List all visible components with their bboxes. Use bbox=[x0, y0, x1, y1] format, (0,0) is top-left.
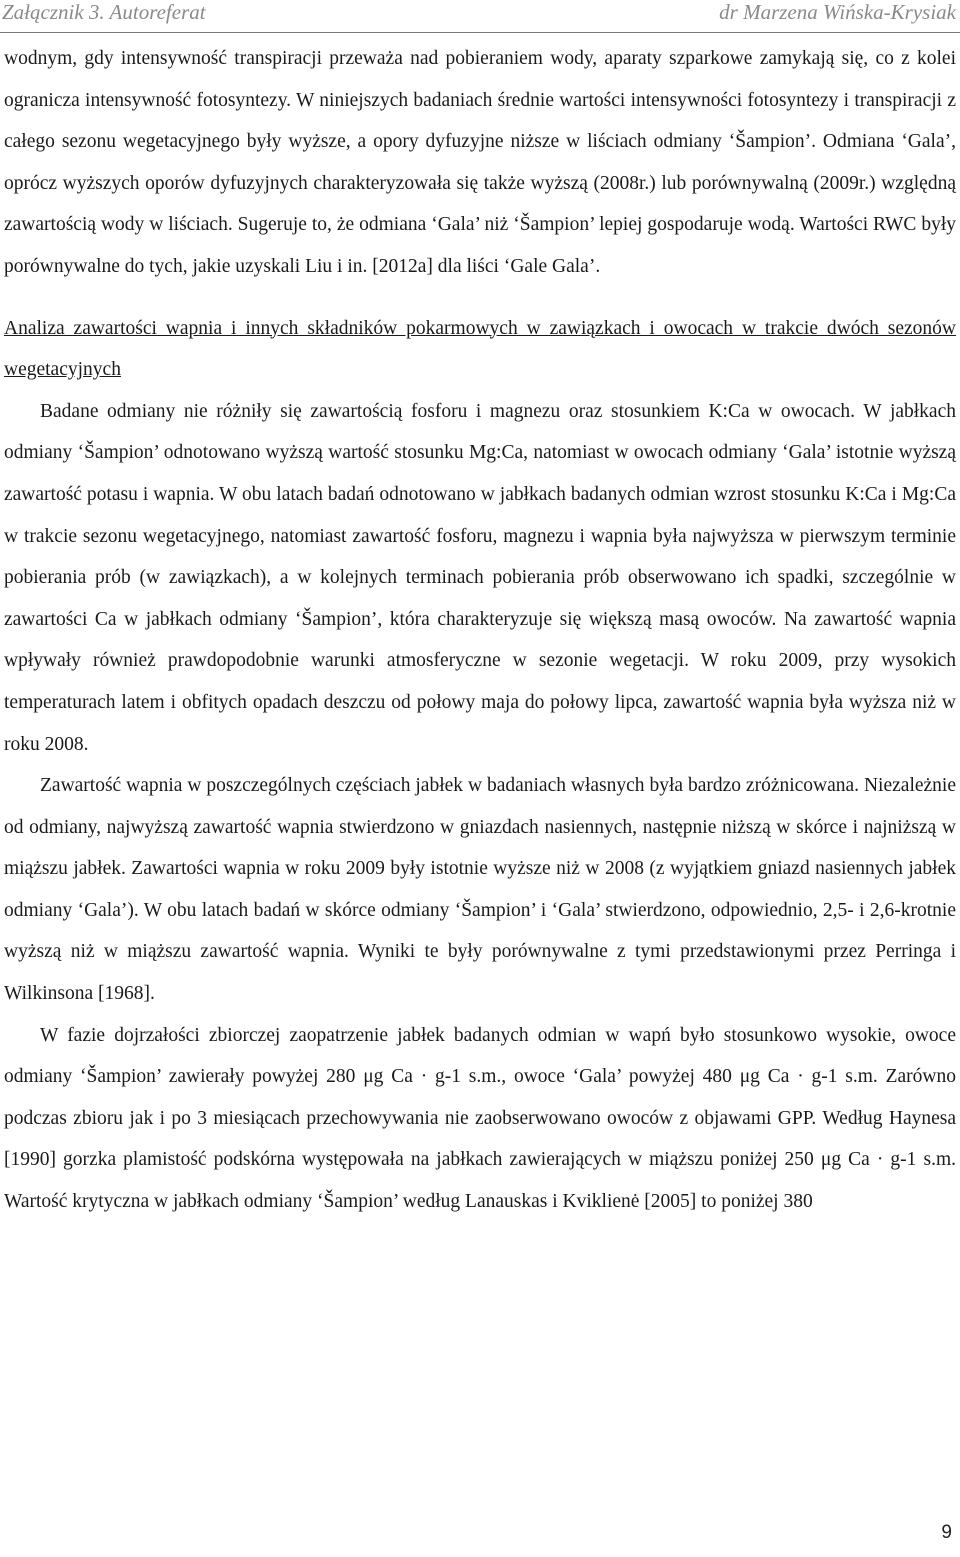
page-body bbox=[4, 38, 956, 1223]
header-author: dr Marzena Wińska-Krysiak bbox=[719, 0, 956, 24]
section-heading: Analiza zawartości wapnia i innych składników pokarmowych w zawiązkach i owocach w trakcie dwóch sezonów wegetacyjnych bbox=[4, 317, 956, 381]
running-header bbox=[0, 0, 960, 33]
header-left-title: Załącznik 3. Autoreferat bbox=[2, 0, 206, 24]
paragraph-harvest-calcium: W fazie dojrzałości zbiorczej zaopatrzenie jabłek badanych odmian w wapń było stosunkowo wysokie, owoce odmiany ‘Šampion’ zawierały powyżej 280 μg Ca · g-1 s.m., owoce ‘Gala’ powyżej 480 μg Ca · g-1 s.m. Zarówno podczas zbioru jak i po 3 miesiącach przechowywania nie zaobserwowano owoców z objawami GPP. Według Haynesa [1990] gorzka plamistość podskórna występowała na jabłkach zawierających w miąższu poniżej 250 μg Ca · g-1 s.m. Wartość krytyczna w jabłkach odmiany ‘Šampion’ według Lanauskas i Kviklienė [2005] to poniżej 380 bbox=[4, 1024, 956, 1213]
paragraph-calcium-parts: Zawartość wapnia w poszczególnych częściach jabłek w badaniach własnych była bardzo zróżnicowana. Niezależnie od odmiany, najwyższą zawartość wapnia stwierdzono w gniazdach nasiennych, następnie niższą w skórce i najniższą w miąższu jabłek. Zawartości wapnia w roku 2009 były istotnie wyższe niż w 2008 (z wyjątkiem gniazd nasiennych jabłek odmiany ‘Gala’). W obu latach badań w skórce odmiany ‘Šampion’ i ‘Gala’ stwierdzono, odpowiednio, 2,5- i 2,6-krotnie wyższą niż w miąższu zawartość wapnia. Wyniki te były porównywalne z tymi przedstawionymi przez Perringa i Wilkinsona [1968]. bbox=[4, 775, 956, 1005]
page-number: 9 bbox=[941, 1522, 952, 1543]
paragraph-continuation: wodnym, gdy intensywność transpiracji przeważa nad pobieraniem wody, aparaty szparkowe zamykają się, co z kolei ogranicza intensywność fotosyntezy. W niniejszych badaniach średnie wartości intensywności fotosyntezy i transpiracji z całego sezonu wegetacyjnego były wyższe, a opory dyfuzyjne niższe w liściach odmiany ‘Šampion’. Odmiana ‘Gala’, oprócz wyższych oporów dyfuzyjnych charakteryzowała się także wyższą (2008r.) lub porównywalną (2009r.) względną zawartością wody w liściach. Sugeruje to, że odmiana ‘Gala’ niż ‘Šampion’ lepiej gospodaruje wodą. Wartości RWC były porównywalne do tych, jakie uzyskali Liu i in. [2012a] dla liści ‘Gale Gala’. bbox=[4, 48, 956, 277]
paragraph-nutrients: Badane odmiany nie różniły się zawartością fosforu i magnezu oraz stosunkiem K:Ca w owocach. W jabłkach odmiany ‘Šampion’ odnotowano wyższą wartość stosunku Mg:Ca, natomiast w owocach odmiany ‘Gala’ istotnie wyższą zawartość potasu i wapnia. W obu latach badań odnotowano w jabłkach badanych odmian wzrost stosunku K:Ca i Mg:Ca w trakcie sezonu wegetacyjnego, natomiast zawartość fosforu, magnezu i wapnia była najwyższa w pierwszym terminie pobierania prób (w zawiązkach), a w kolejnych terminach pobierania prób obserwowano ich spadki, szczególnie w zawartości Ca w jabłkach odmiany ‘Šampion’, która charakteryzuje się większą masą owoców. Na zawartość wapnia wpływały również prawdopodobnie warunki atmosferyczne w sezonie wegetacji. W roku 2009, przy wysokich temperaturach latem i obfitych opadach deszczu od połowy maja do połowy lipca, zawartość wapnia była wyższa niż w roku 2008. bbox=[4, 400, 956, 755]
